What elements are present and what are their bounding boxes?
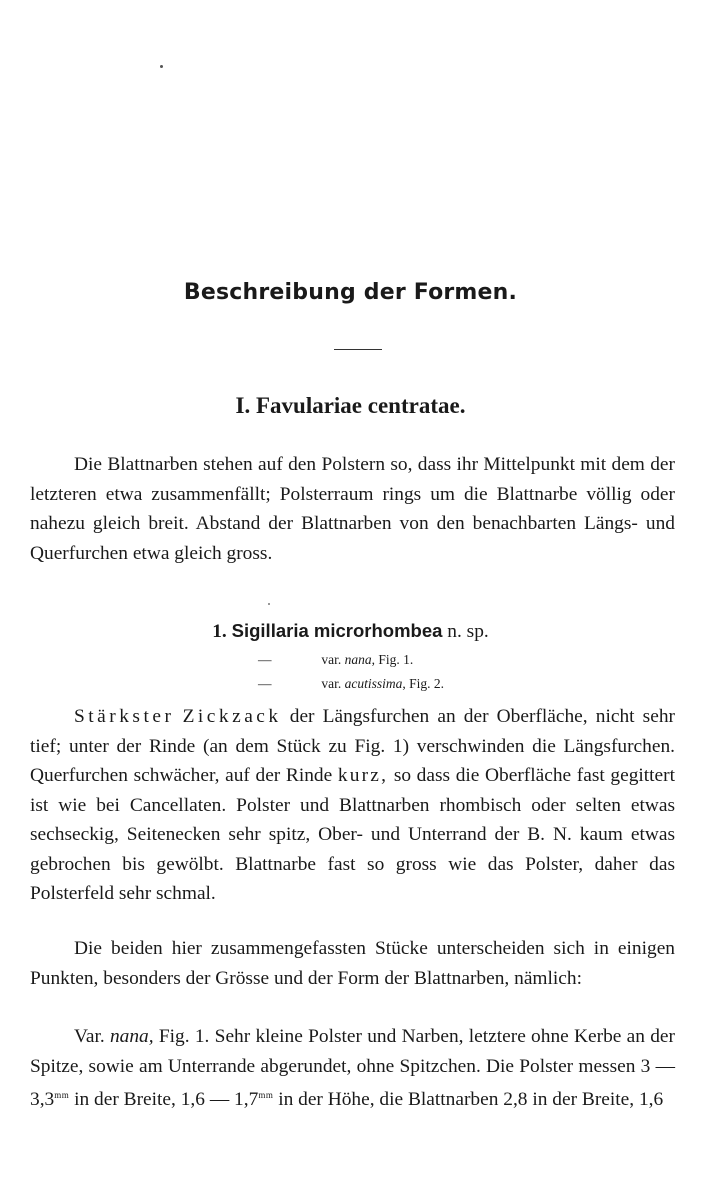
scan-speck: [268, 603, 270, 605]
description-paragraph: [30, 702, 675, 909]
section-title: I. Favulariae centratae.: [235, 393, 466, 418]
description-text: der Längsfurchen an der Oberfläche, nicht sehr tief; unter der Rinde (an dem Stück zu Fig. 1) verschwinden die Längsfurchen. Querfurchen schwächer, auf der Rinde: [30, 706, 675, 786]
unit-mm: mm: [258, 1090, 274, 1100]
intro-paragraph: [30, 450, 675, 568]
intro-text: Die Blattnarben stehen auf den Polstern so, dass ihr Mittelpunkt mit dem der letzteren etwa zusammenfällt; Polsterraum rings um die Blattnarbe völlig oder nahezu gleich breit. Abstand der Blattnarben von den benachbarten Längs- und Querfurchen etwa gleich gross.: [30, 454, 675, 564]
comparison-text: Die beiden hier zusammengefassten Stücke unterscheiden sich in einigen Punkten, besonders der Grösse und der Form der Blattnarben, nämlich:: [30, 938, 675, 989]
variety-text: in der Höhe, die Blattnarben 2,8 in der Breite, 1,6: [278, 1089, 664, 1110]
species-heading: [0, 620, 701, 643]
variety-fig: Fig. 2.: [409, 676, 445, 691]
variety-name: nana,: [109, 1026, 154, 1047]
variety-text: Fig. 1. Sehr kleine Polster und Narben, letztere ohne Kerbe an der Spitze, sowie am Unterrande abgerundet, ohne Spitzchen. Die Polster messen 3 — 3,3: [30, 1026, 675, 1110]
variety-fig: Fig. 1.: [378, 652, 414, 667]
variety-prefix: var.: [321, 652, 342, 667]
variety-paragraph: [30, 1022, 675, 1115]
scan-speck: [160, 65, 163, 68]
variety-line: — var. acutissima, Fig. 2.: [258, 676, 445, 691]
variety-line: — var. nana, Fig. 1.: [258, 652, 414, 667]
variety-text: in der Breite, 1,6 — 1,7: [74, 1089, 259, 1110]
comparison-paragraph: [30, 934, 675, 993]
species-number: 1.: [212, 621, 227, 642]
variety-name: nana: [344, 652, 372, 667]
spaced-word: Zickzack: [182, 706, 282, 727]
variety-dash: —: [258, 652, 272, 667]
divider-rule: [334, 349, 382, 350]
variety-label: Var.: [74, 1026, 105, 1047]
species-suffix: n. sp.: [447, 621, 489, 642]
spaced-word: kurz,: [337, 765, 389, 786]
variety-prefix: var.: [321, 676, 342, 691]
description-text: so dass die Oberfläche fast gegittert ist wie bei Cancellaten. Polster und Blattnarben rhombisch oder selten etwas sechseckig, Seitenecken sehr spitz, Ober- und Unterrand der B. N. kaum etwas gebrochen bis gewölbt. Blattnarbe fast so gross wie das Polster, daher das Polsterfeld sehr schmal.: [30, 765, 675, 904]
variety-dash: —: [258, 676, 272, 691]
variety-name: acutissima: [344, 676, 403, 691]
page-heading: Beschreibung der Formen.: [183, 280, 518, 305]
spaced-word: Stärkster: [74, 706, 175, 727]
unit-mm: mm: [54, 1090, 70, 1100]
species-name: Sigillaria microrhombea: [231, 620, 443, 641]
